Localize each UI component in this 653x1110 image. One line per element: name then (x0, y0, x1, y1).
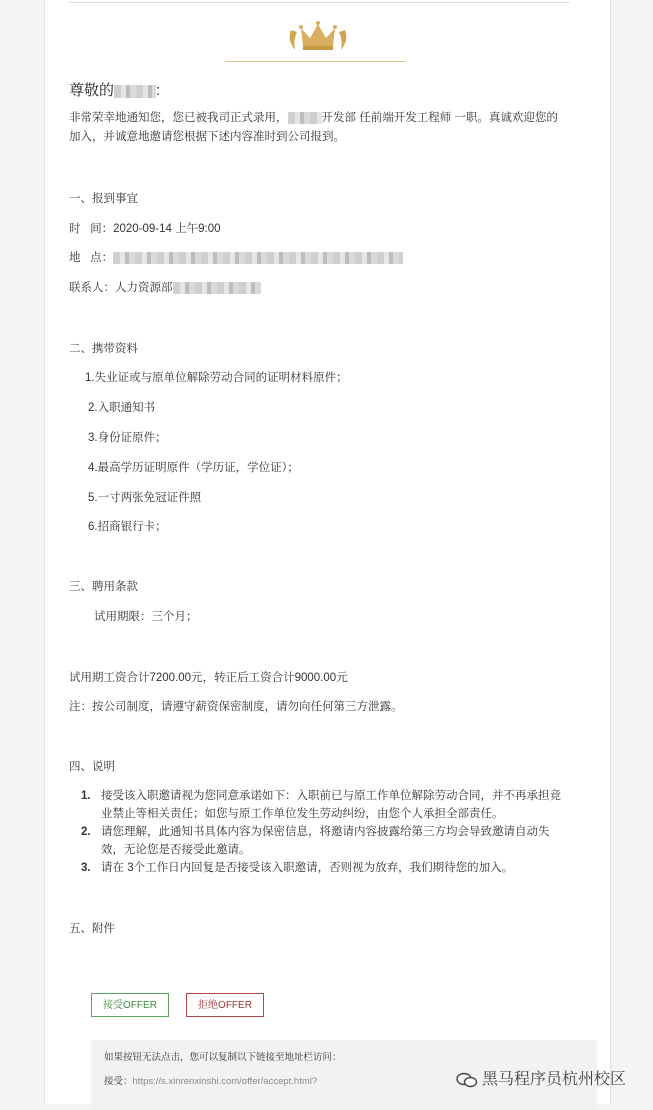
salary-info: 试用期工资合计7200.00元，转正后工资合计9000.00元 (69, 672, 348, 684)
reject-offer-button[interactable]: 拒绝OFFER (186, 993, 264, 1017)
wechat-watermark (456, 1066, 626, 1089)
crown-icon (283, 18, 353, 58)
material-item: 3.身份证原件； (88, 432, 167, 444)
section4-title: 四、说明 (69, 761, 115, 773)
report-place: 地 点： (69, 249, 403, 265)
greeting (69, 79, 160, 100)
redacted-contact (173, 282, 261, 294)
greeting-suffix: : (156, 82, 161, 99)
section5-title: 五、附件 (69, 923, 115, 935)
section2-title: 二、携带资料 (69, 343, 138, 355)
material-item: 5.一寸两张免冠证件照 (88, 492, 202, 504)
intro-line-1: 非常荣幸地通知您，您已被我司正式录用， 开发部 任前端开发工程师 一职。真诚欢迎您的 (69, 112, 558, 124)
crown-divider (225, 61, 405, 62)
section3-title: 三、聘用条款 (69, 581, 138, 593)
material-item: 2.入职通知书 (88, 402, 156, 414)
report-time: 时 间：2020-09-14 上午9:00 (69, 223, 221, 235)
redacted-address (113, 252, 403, 264)
wechat-icon (456, 1072, 478, 1088)
contact-person: 联系人：人力资源部 (69, 279, 261, 295)
accept-link-row: 接受：https://s.xinrenxinshi.com/offer/accept.html? (104, 1076, 318, 1087)
redacted-name (114, 85, 156, 98)
offer-letter-page (44, 0, 611, 1104)
top-divider (69, 2, 570, 3)
terms-item: 2. 请您理解，此通知书具体内容为保密信息，将邀请内容披露给第三方均会导致邀请自动失 效，无论您是否接受此邀请。 (81, 826, 550, 856)
accept-link[interactable]: https://s.xinrenxinshi.com/offer/accept.html? (132, 1076, 318, 1087)
confidentiality-note: 注：按公司制度，请遵守薪资保密制度，请勿向任何第三方泄露。 (69, 701, 403, 713)
intro-line-2: 加入，并诚意地邀请您根据下述内容准时到公司报到。 (69, 131, 345, 143)
terms-item: 3. 请在 3个工作日内回复是否接受该入职邀请，否则视为放弃，我们期待您的加入。 (81, 862, 514, 874)
probation-period: 试用期限：三个月； (94, 611, 198, 623)
material-item: 4.最高学历证明原件（学历证，学位证）； (88, 462, 299, 474)
watermark-text: 黑马程序员杭州校区 (482, 1071, 627, 1088)
material-item: 1.失业证或与原单位解除劳动合同的证明材料原件； (85, 372, 348, 384)
greeting-prefix: 尊敬的 (69, 82, 115, 99)
accept-offer-button[interactable]: 接受OFFER (91, 993, 169, 1017)
link-hint: 如果按钮无法点击，您可以复制以下链接至地址栏访问： (104, 1052, 342, 1063)
section1-title: 一、报到事宜 (69, 193, 138, 205)
terms-item: 1. 接受该入职邀请视为您同意承诺如下：入职前已与原工作单位解除劳动合同，并不再承担竞 业禁止等相关责任；如您与原工作单位发生劳动纠纷，由您个人承担全部责任。 (81, 790, 561, 820)
material-item: 6.招商银行卡； (88, 521, 167, 533)
redacted-company (288, 112, 322, 124)
